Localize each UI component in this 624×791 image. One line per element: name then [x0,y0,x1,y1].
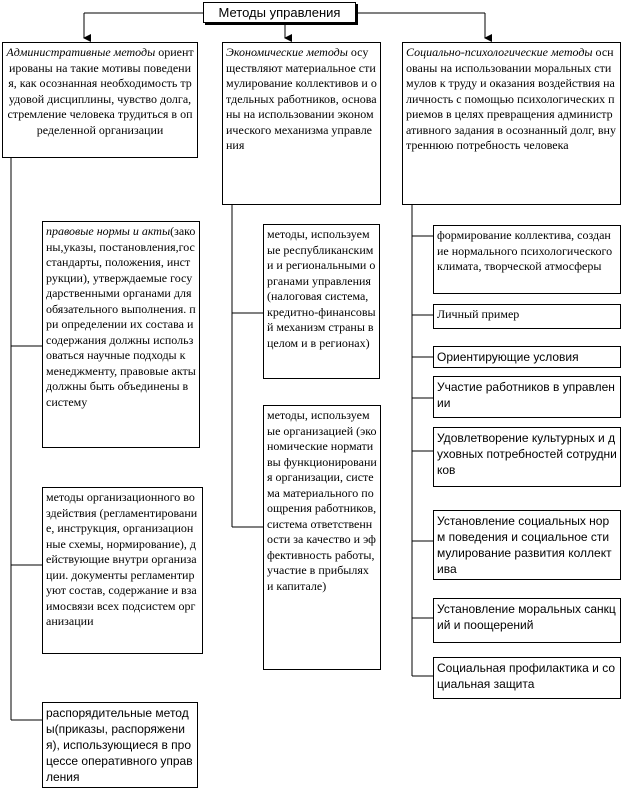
socio-psychological-methods-description: основаны на использовании моральных стимулов к труду и оказания воздействия на личность с помощью психологических приемов в целях превращения административного задания в осознанный долг, внутреннюю потребность человека [406,45,616,152]
cultural-needs-box [433,427,621,487]
root-box [203,2,356,23]
economic-methods-title: Экономические методы [226,45,348,59]
administrative-orders-box [42,702,198,788]
social-norms-text: Установление социальных норм поведения и социальное стимулирование развития коллектива [437,514,612,576]
moral-sanctions-box [433,598,621,643]
regional-methods-box [263,224,380,379]
collective-formation-text: формирование коллектива, создание нормального психологического климата, творческой атмосферы [437,228,613,273]
administrative-methods-description: ориентированы на такие мотивы поведения, как осознанная необходимость трудовой дисциплины, чувство долга, стремление человека трудиться в определенной организации [7,45,194,137]
employee-participation-box [433,376,621,418]
moral-sanctions-text: Установление моральных санкций и поощерений [437,602,616,632]
personal-example-text: Личный пример [437,307,520,321]
orienting-conditions-box [433,346,621,368]
personal-example-box [433,304,621,329]
administrative-methods-title: Административные методы [6,45,156,59]
organization-methods-box [263,405,381,670]
social-protection-text: Социальная профилактика и социальная защита [437,661,616,691]
economic-methods-box [222,42,381,205]
organization-methods-text: методы, используемые организацией (экономические нормативы функционирования организации, система материального поощрения работников, система ответственности за качество и эффективность работы, участие в прибылях и капитале) [267,408,377,593]
cultural-needs-text: Удовлетворение культурных и духовных потребностей сотрудников [437,431,617,477]
administrative-methods-box [2,42,198,158]
legal-norms-title: правовые нормы и акты [46,224,171,238]
orienting-conditions-text: Ориентирующие условия [437,350,579,364]
regional-methods-text: методы, используемые республиканскими и региональными органами управления(налоговая система, кредитно-финансовый механизм страны в целом и в регионах) [267,227,376,350]
socio-psychological-methods-title: Социально-психологические методы [406,45,593,59]
economic-methods-description: осуществляют материальное стимулирование коллективов и отдельных работников, основаны на использовании экономического механизма управления [226,45,377,152]
organizational-influence-text: методы организационного воздействия (регламентирование, инструкция, организационные схемы, нормирование), действующие внутри организации. документы регламентируют состав, содержание и взаимосвязи всех подсистем организации [46,490,198,628]
administrative-orders-text: распорядительные методы(приказы, распоряжения), использующиеся в процессе оперативного управления [46,706,193,784]
social-norms-box [433,510,621,580]
employee-participation-text: Участие работников в управлении [437,380,615,410]
social-protection-box [433,657,621,699]
legal-norms-text: (законы,указы, постановления,госстандарты, положения, инструкции), утверждаемые государственными органами для обязательного выполнения. при определении их состава и содержания должны использоваться научные подходы к менеджменту, правовые акты должны быть объединены в систему [46,224,196,409]
organizational-influence-box [42,487,203,654]
collective-formation-box [433,225,621,294]
socio-psychological-methods-box [402,42,621,205]
legal-norms-box [42,221,200,448]
root-label: Методы управления [218,5,341,20]
